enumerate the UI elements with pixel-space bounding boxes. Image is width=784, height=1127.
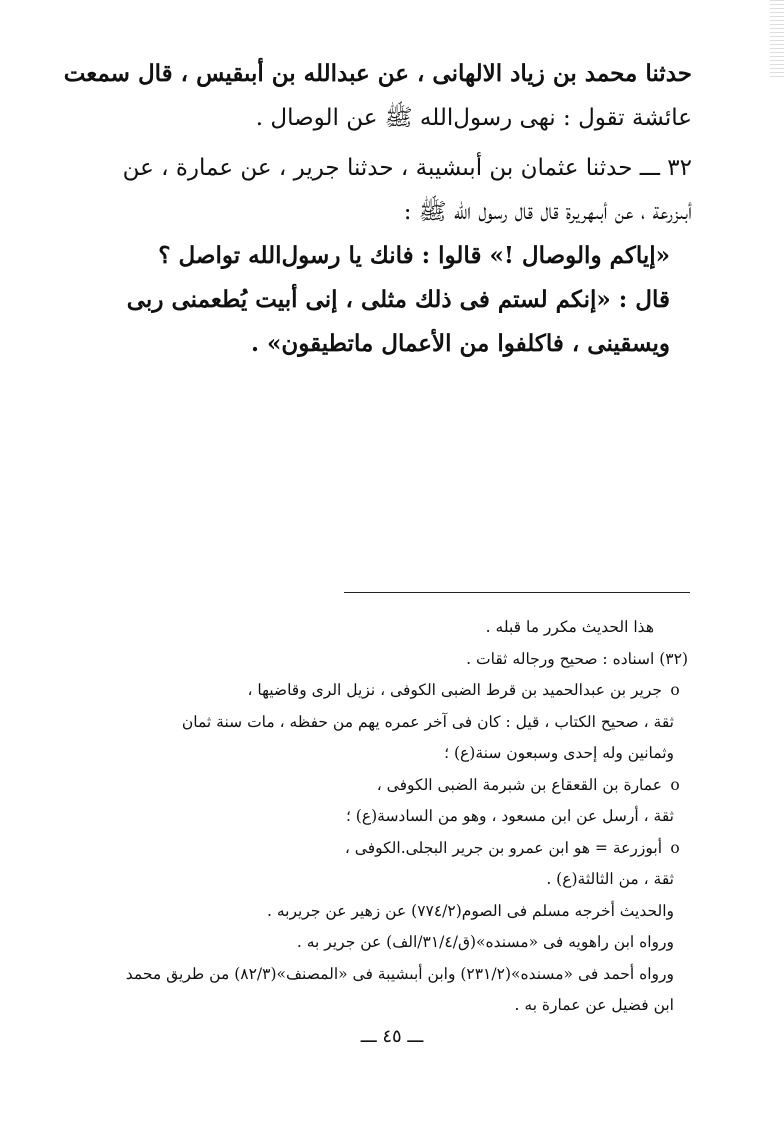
- page-number: ـــ ٤٥ ـــ: [360, 1026, 424, 1047]
- circle-bullet-icon: o: [670, 838, 680, 857]
- main-line-4: أبىزرعة ، عن أبىهريرة قال قال رسول الله ﷺ :: [403, 199, 692, 225]
- footnote-line: [96, 770, 688, 802]
- footnote-line: (٣٢) اسناده : صحيح ورجاله ثقات .: [466, 649, 688, 668]
- footnote-line-text: جرير بن عبدالحميد بن قرط الضبى الكوفى ، نزيل الرى وقاضيها ،: [247, 681, 662, 699]
- footnote-line-text: عمارة بن القعقاع بن شبرمة الضبى الكوفى ،: [376, 775, 662, 794]
- footnote-line: هذا الحديث مكرر ما قبله .: [485, 618, 654, 636]
- main-line-6: قال : «إنكم لستم فى ذلك مثلى ، إنى أبيت يُطعمنى ربى: [126, 286, 670, 313]
- footnote-line: ثقة ، من الثالثة(ع) .: [546, 870, 674, 888]
- footnote-line: ابن فضيل عن عمارة به .: [514, 996, 674, 1014]
- main-line-2: عائشة تقول : نهى رسول‌الله ﷺ عن الوصال .: [255, 105, 692, 131]
- hadith-text-block: [63, 52, 692, 366]
- footnotes-block: [96, 612, 688, 1022]
- footnote-line: [96, 675, 688, 707]
- main-line-3: ٣٢ ـــ حدثنا عثمان بن أبىشيبة ، حدثنا جرير ، عن عمارة ، عن: [122, 155, 692, 181]
- main-line-7: ويسقينى ، فاكلفوا من الأعمال ماتطيقون» .: [250, 330, 670, 357]
- footnote-line: وثمانين وله إحدى وسبعون سنة(ع) ؛: [444, 744, 674, 762]
- main-line-5: «إياكم والوصال !» قالوا : فانك يا رسول‌الله تواصل ؟: [158, 242, 670, 269]
- footnote-line: [96, 833, 688, 865]
- footnote-line: والحديث أخرجه مسلم فى الصوم(٧٧٤/٢) عن زهير عن جريربه .: [266, 901, 674, 920]
- page-edge-noise: [770, 0, 784, 80]
- footnote-separator: [344, 592, 690, 593]
- circle-bullet-icon: o: [670, 681, 680, 699]
- footnote-line: ثقة ، أرسل عن ابن مسعود ، وهو من السادسة(ع) ؛: [345, 807, 674, 825]
- footnote-line: ثقة ، صحيح الكتاب ، قيل : كان فى آخر عمره يهم من حفظه ، مات سنة ثمان: [181, 712, 674, 731]
- circle-bullet-icon: o: [670, 775, 680, 794]
- main-line-1: حدثنا محمد بن زياد الالهانى ، عن عبدالله بن أبىقيس ، قال سمعت: [63, 60, 692, 87]
- footnote-line: ورواه أحمد فى «مسنده»(٢٣١/٢) وابن أبىشيبة فى «المصنف»(٨٢/٣) من طريق محمد: [125, 964, 674, 983]
- footnote-line-text: أبوزرعة = هو ابن عمرو بن جرير البجلى.الكوفى ،: [344, 838, 662, 857]
- footnote-line: ورواه ابن راهويه فى «مسنده»(ق/٣١/٤/الف) عن جرير به .: [296, 933, 674, 951]
